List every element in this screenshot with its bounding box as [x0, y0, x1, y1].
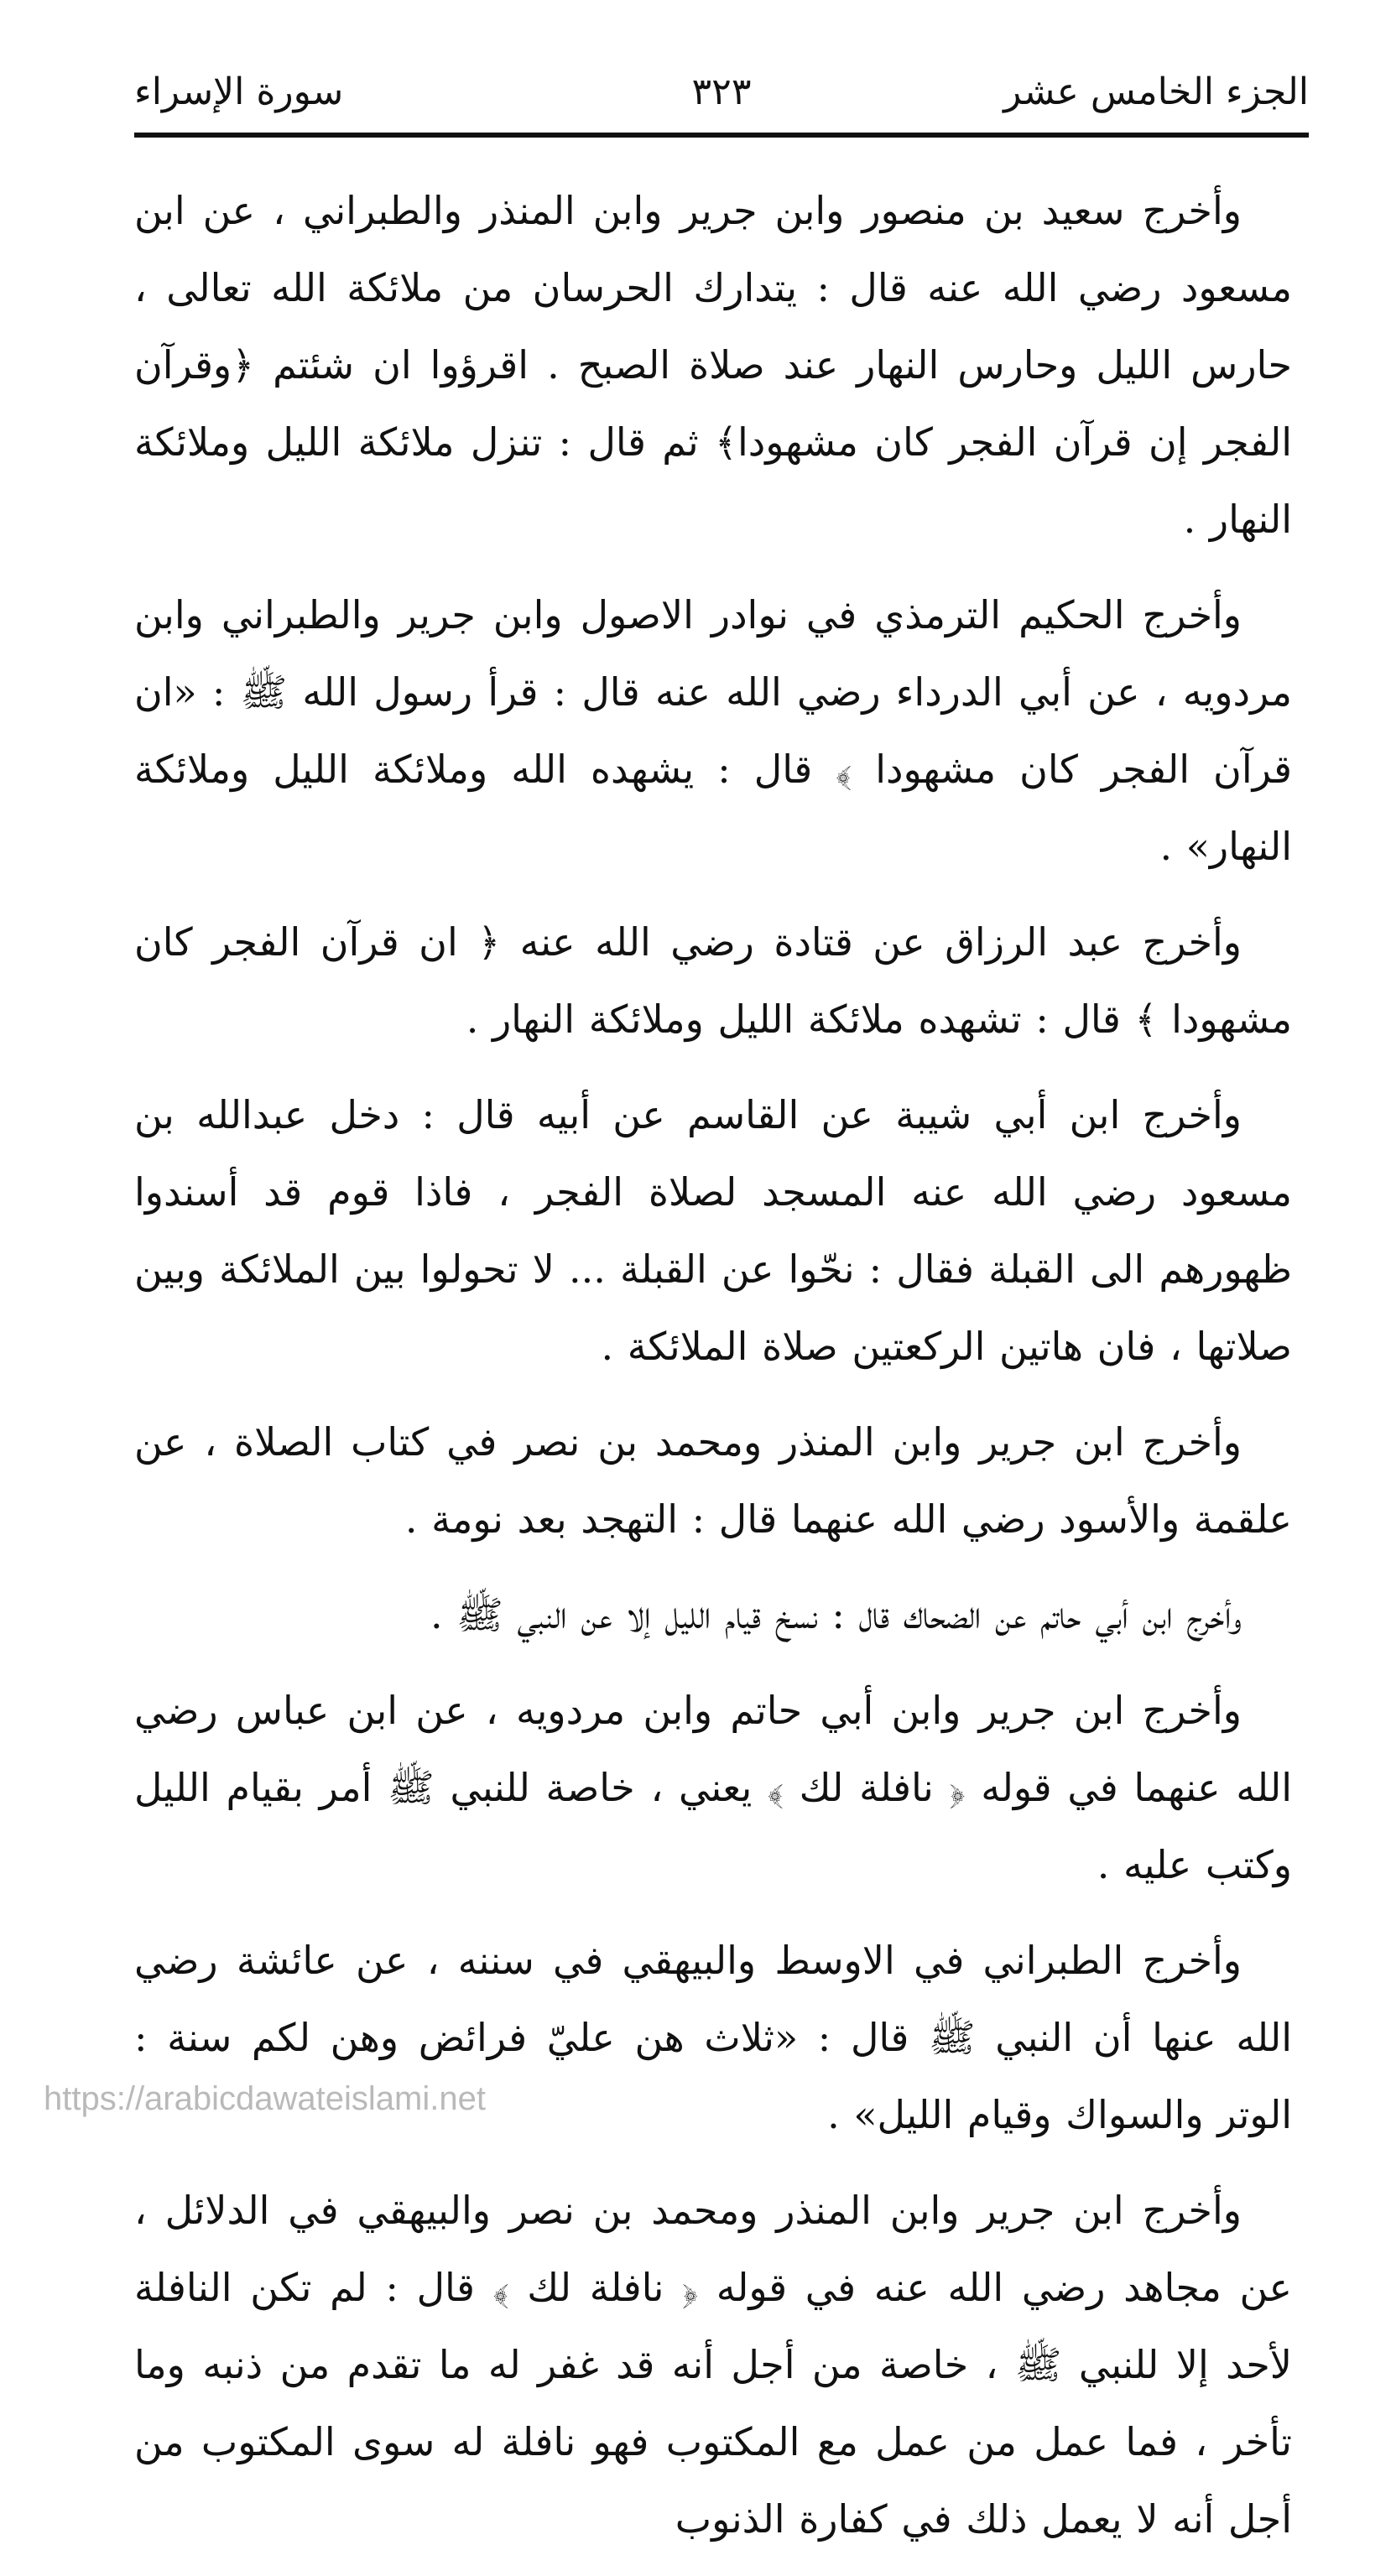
paragraph: وأخرج ابن أبي حاتم عن الضحاك قال : نسخ قيام الليل إلا عن النبي ﷺ .	[430, 1592, 1242, 1637]
paragraph: وأخرج الطبراني في الاوسط والبيهقي في سننه ، عن عائشة رضي الله عنها أن النبي ﷺ قال : «ثلاث هن عليّ فرائض وهن لكم سنة : الوتر والسواك وقيام الليل» .	[134, 1938, 1292, 2137]
paragraph: وأخرج عبد الرزاق عن قتادة رضي الله عنه ﴿ ان قرآن الفجر كان مشهودا ﴾ قال : تشهده ملائكة الليل وملائكة النهار .	[134, 919, 1292, 1042]
paragraph: وأخرج الحكيم الترمذي في نوادر الاصول وابن جرير والطبراني وابن مردويه ، عن أبي الدرداء رضي الله عنه قال : قرأ رسول الله ﷺ : «ان قرآن الفجر كان مشهودا ﴾ قال : يشهده الله وملائكة الليل وملائكة النهار» .	[134, 592, 1292, 869]
surah-title: سورة الإسراء	[134, 70, 344, 113]
page-number: ٣٢٣	[691, 70, 752, 113]
watermark-url: https://arabicdawateislami.net	[44, 2080, 486, 2117]
paragraph: وأخرج ابن جرير وابن المنذر ومحمد بن نصر والبيهقي في الدلائل ، عن مجاهد رضي الله عنه في قوله ﴿ نافلة لك ﴾ قال : لم تكن النافلة لأحد إلا للنبي ﷺ ، خاصة من أجل أنه قد غفر له ما تقدم من ذنبه وما تأخر ، فما عمل من عمل مع المكتوب فهو نافلة له سوى المكتوب من أجل أنه لا يعمل ذلك في كفارة الذنوب	[134, 2188, 1292, 2542]
paragraph: وأخرج ابن جرير وابن أبي حاتم وابن مردويه ، عن ابن عباس رضي الله عنهما في قوله ﴿ نافلة لك ﴾ يعني ، خاصة للنبي ﷺ أمر بقيام الليل وكتب عليه .	[134, 1688, 1292, 1887]
paragraph: وأخرج ابن جرير وابن المنذر ومحمد بن نصر في كتاب الصلاة ، عن علقمة والأسود رضي الله عنهما قال : التهجد بعد نومة .	[134, 1419, 1292, 1542]
page-header	[134, 59, 1309, 126]
part-title: الجزء الخامس عشر	[1003, 70, 1309, 113]
paragraph: وأخرج ابن أبي شيبة عن القاسم عن أبيه قال : دخل عبدالله بن مسعود رضي الله عنه المسجد لصلاة الفجر ، فاذا قوم قد أسندوا ظهورهم الى القبلة فقال : نحّوا عن القبلة ... لا تحولوا بين الملائكة وبين صلاتها ، فان هاتين الركعتين صلاة الملائكة .	[134, 1092, 1292, 1369]
paragraph: وأخرج سعيد بن منصور وابن جرير وابن المنذر والطبراني ، عن ابن مسعود رضي الله عنه قال : يتدارك الحرسان من ملائكة الله تعالى ، حارس الليل وحارس النهار عند صلاة الصبح . اقرؤوا ان شئتم ﴿وقرآن الفجر إن قرآن الفجر كان مشهودا﴾ ثم قال : تنزل ملائكة الليل وملائكة النهار .	[134, 188, 1292, 542]
page-body	[134, 172, 1292, 2576]
header-divider	[134, 133, 1309, 138]
